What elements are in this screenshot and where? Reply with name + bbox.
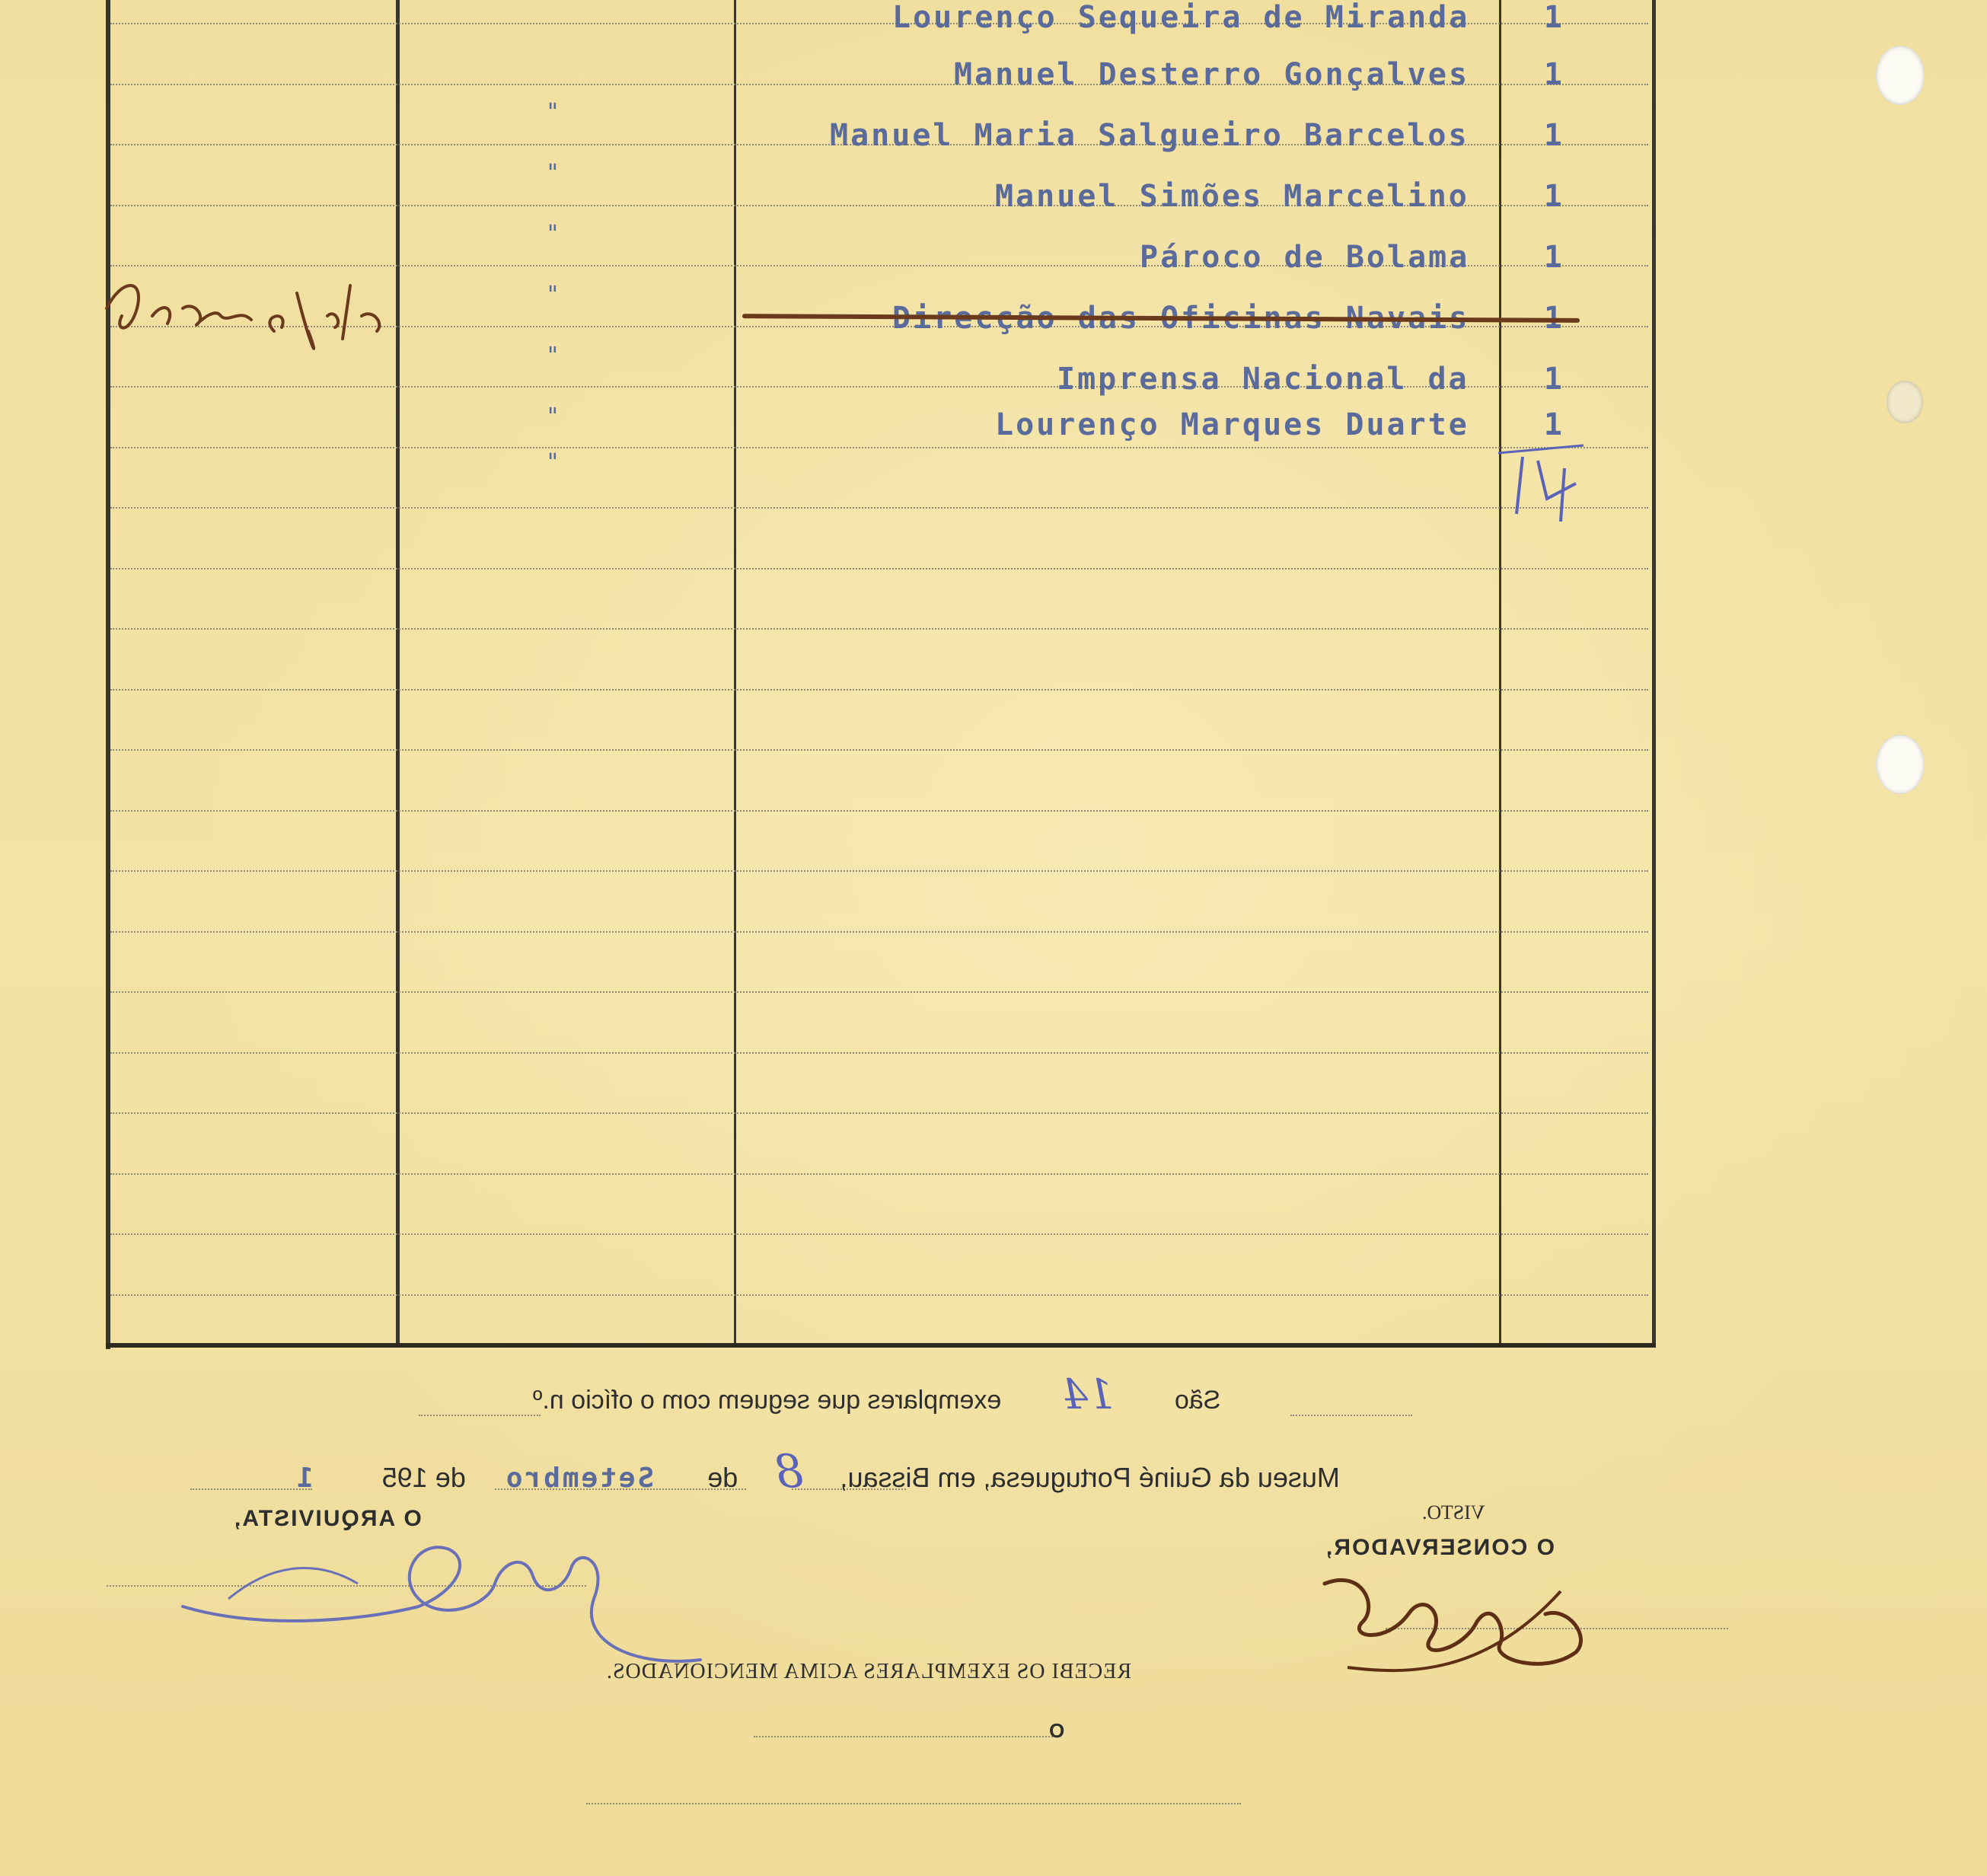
entry-name: Lourenço Marques Duarte xyxy=(995,407,1469,442)
conservador-label: O CONSERVADOR, xyxy=(1325,1535,1555,1560)
footer-count-handwritten: 14 xyxy=(1061,1370,1115,1418)
table-row-line xyxy=(110,1052,1648,1054)
footer-sao: São xyxy=(1174,1386,1221,1415)
entry-quantity: 1 xyxy=(1543,240,1564,275)
footer-day-handwritten: 8 xyxy=(774,1445,804,1498)
entry-ditto-mark: " xyxy=(543,449,560,476)
entry-quantity: 1 xyxy=(1543,0,1564,35)
entry-name: Manuel Maria Salgueiro Barcelos xyxy=(830,118,1469,153)
footer-place-date-row xyxy=(297,1445,1340,1498)
sem-efeito-note xyxy=(91,263,396,369)
receiver-o-label: O xyxy=(1049,1719,1065,1742)
conservador-signature xyxy=(1317,1561,1591,1690)
table-row-line xyxy=(110,628,1648,630)
entry-ditto-mark: " xyxy=(543,404,560,430)
table-row-line xyxy=(110,1112,1648,1114)
recebi-line xyxy=(754,1736,1058,1737)
footer-month-typed: Setembro xyxy=(503,1463,655,1494)
footer-place-text: Museu da Guiné Portuguesa, em Bissau, xyxy=(840,1462,1340,1493)
entry-name: Imprensa Nacional da xyxy=(1057,362,1469,397)
entry-quantity: 1 xyxy=(1543,407,1564,442)
footer-de-1: de xyxy=(707,1462,738,1493)
column-divider-ditto xyxy=(396,0,400,1344)
footer-de-195: de 195 xyxy=(381,1462,466,1493)
footer-count-row xyxy=(533,1370,1220,1418)
recebi-label: RECEBI OS EXEMPLARES ACIMA MENCIONADOS. xyxy=(606,1660,1132,1683)
table-border-right xyxy=(106,0,110,1349)
entry-name: Manuel Desterro Gonçalves xyxy=(954,57,1470,92)
entry-ditto-mark: " xyxy=(543,282,560,308)
handwritten-total xyxy=(1492,438,1591,522)
table-row-line xyxy=(110,870,1648,872)
receiver-signature-line xyxy=(586,1803,1241,1804)
table-row-line xyxy=(110,810,1648,812)
column-divider-qty xyxy=(1499,0,1501,1344)
entry-quantity: 1 xyxy=(1543,362,1564,397)
entry-quantity: 1 xyxy=(1543,57,1564,92)
table-row-line xyxy=(110,749,1648,751)
footer-line-count xyxy=(1290,1415,1412,1416)
arquivista-signature xyxy=(167,1515,716,1667)
table-border-left xyxy=(1652,0,1656,1346)
entry-name: Pároco de Bolama xyxy=(1140,240,1470,275)
table-bottom-border xyxy=(106,1343,1656,1348)
table-row-line xyxy=(110,991,1648,993)
table-row-line xyxy=(110,1233,1648,1235)
punch-hole-middle xyxy=(1887,381,1923,423)
footer-exemplares-text: exemplares que seguem com o ofício n.º xyxy=(533,1386,1002,1415)
table-row-line xyxy=(110,568,1648,570)
table-row-line xyxy=(110,931,1648,933)
punch-hole-bottom xyxy=(1876,735,1925,794)
footer-line-oficio xyxy=(419,1415,541,1416)
table-row-line xyxy=(110,689,1648,691)
visto-label: VISTO. xyxy=(1422,1501,1485,1523)
footer-line-year xyxy=(190,1488,312,1490)
table-row-line xyxy=(110,1173,1648,1175)
punch-hole-top xyxy=(1876,46,1925,105)
entry-ditto-mark: " xyxy=(543,343,560,369)
arquivista-label: O ARQUIVISTA, xyxy=(233,1506,422,1531)
entry-quantity: 1 xyxy=(1543,118,1564,153)
entry-ditto-mark: " xyxy=(543,160,560,187)
footer-year-digit: 1 xyxy=(297,1463,314,1494)
entry-name: Lourenço Sequeira de Miranda xyxy=(892,0,1470,35)
table-row-line xyxy=(110,1294,1648,1296)
entry-ditto-mark: " xyxy=(543,99,560,126)
entry-name: Manuel Simões Marcelino xyxy=(995,179,1469,214)
table-row-line xyxy=(110,507,1648,509)
entry-ditto-mark: " xyxy=(543,221,560,247)
column-divider-name xyxy=(734,0,736,1344)
entry-quantity: 1 xyxy=(1543,179,1564,214)
table-row-line xyxy=(110,447,1648,448)
